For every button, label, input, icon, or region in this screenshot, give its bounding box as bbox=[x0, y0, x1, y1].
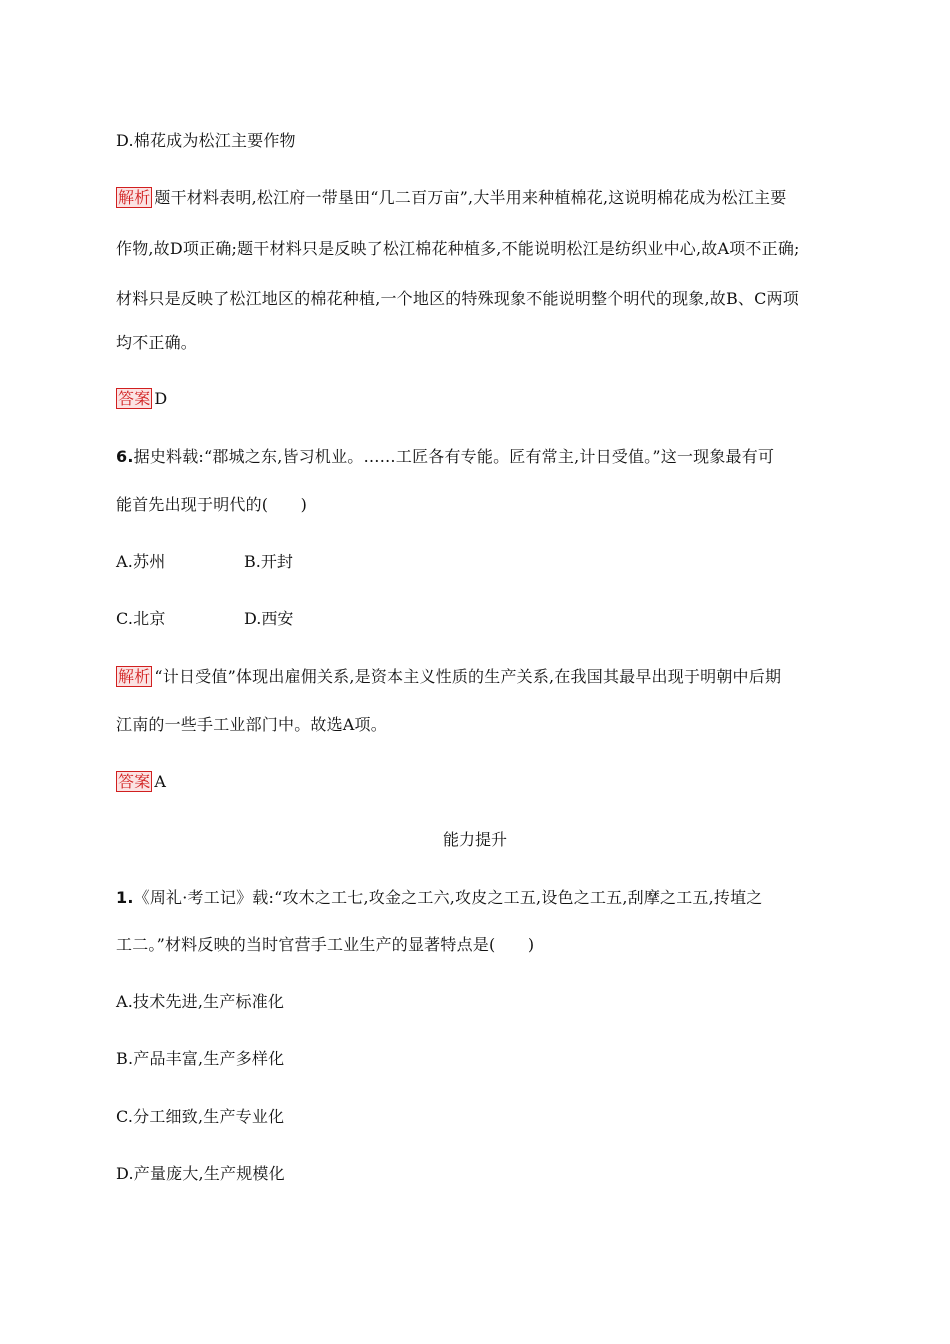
q5-answer-value: D bbox=[154, 389, 168, 408]
q6-analysis-line-2: 江南的一些手工业部门中。故选A项。 bbox=[116, 715, 387, 734]
q6-option-b: B.开封 bbox=[244, 552, 293, 571]
q6-option-d: D.西安 bbox=[244, 609, 294, 628]
q1-option-c: C.分工细致,生产专业化 bbox=[116, 1107, 285, 1126]
answer-tag: 答案 bbox=[118, 772, 151, 791]
q6-option-c: C.北京 bbox=[116, 609, 166, 628]
q1-option-b: B.产品丰富,生产多样化 bbox=[116, 1049, 285, 1068]
q6-stem-line-1 bbox=[116, 446, 774, 468]
q6-stem-text-1: 据史料载:“郡城之东,皆习机业。……工匠各有专能。匠有常主,计日受值。”这一现象最有可 bbox=[133, 447, 775, 466]
answer-tag: 答案 bbox=[118, 389, 151, 408]
q1-stem-line-2: 工二。”材料反映的当时官营手工业生产的显著特点是( ) bbox=[116, 935, 535, 954]
q6-analysis-text-1: “计日受值”体现出雇佣关系,是资本主义性质的生产关系,在我国其最早出现于明朝中后期 bbox=[154, 667, 782, 686]
q5-analysis-line-2: 作物,故D项正确;题干材料只是反映了松江棉花种植多,不能说明松江是纺织业中心,故A项不正确; bbox=[116, 239, 800, 258]
q6-answer bbox=[116, 771, 166, 793]
q1-stem-text-1: 《周礼·考工记》载:“攻木之工七,攻金之工六,攻皮之工五,设色之工五,刮摩之工五,抟埴之 bbox=[133, 888, 763, 907]
q1-option-d: D.产量庞大,生产规模化 bbox=[116, 1164, 285, 1183]
analysis-tag: 解析 bbox=[118, 667, 151, 686]
section-title: 能力提升 bbox=[442, 830, 507, 849]
q5-analysis-line-1 bbox=[116, 187, 786, 209]
q1-option-a: A.技术先进,生产标准化 bbox=[116, 992, 285, 1011]
q5-analysis-text-1: 题干材料表明,松江府一带垦田“几二百万亩”,大半用来种植棉花,这说明棉花成为松江主要 bbox=[154, 188, 787, 207]
q5-analysis-line-3: 材料只是反映了松江地区的棉花种植,一个地区的特殊现象不能说明整个明代的现象,故B、C两项 bbox=[116, 289, 799, 308]
q6-number: 6. bbox=[116, 447, 134, 466]
q6-answer-value: A bbox=[154, 772, 167, 791]
q6-option-a: A.苏州 bbox=[116, 552, 166, 571]
q6-analysis-line-1 bbox=[116, 666, 781, 688]
q1-stem-line-1 bbox=[116, 887, 763, 909]
q6-stem-line-2: 能首先出现于明代的( ) bbox=[116, 495, 308, 514]
q5-analysis-line-4: 均不正确。 bbox=[116, 333, 198, 352]
q1-number: 1. bbox=[116, 888, 134, 907]
q5-option-d: D.棉花成为松江主要作物 bbox=[116, 131, 296, 150]
analysis-tag: 解析 bbox=[118, 188, 151, 207]
q5-answer bbox=[116, 388, 167, 410]
